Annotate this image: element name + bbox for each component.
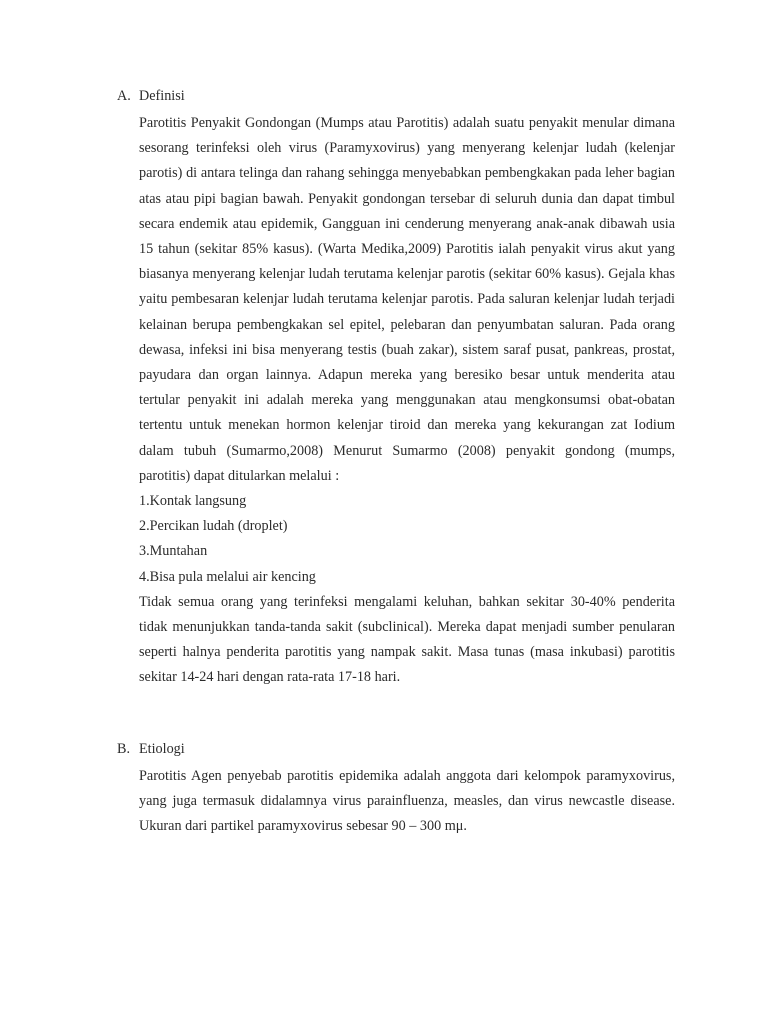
transmission-list bbox=[139, 489, 675, 590]
section-body bbox=[139, 764, 675, 840]
paragraph: Parotitis Penyakit Gondongan (Mumps atau Parotitis) adalah suatu penyakit menular dimana sesorang terinfeksi oleh virus (Paramyxovirus) yang menyerang kelenjar ludah (kelenjar parotis) di antara telinga dan rahang sehingga menyebabkan pembengkakan pada leher bagian atas atau pipi bagian bawah. Penyakit gondongan tersebar di seluruh dunia dan dapat timbul secara endemik atau epidemik, Gangguan ini cenderung menyerang anak-anak dibawah usia 15 tahun (sekitar 85% kasus). (Warta Medika,2009) Parotitis ialah penyakit virus akut yang biasanya menyerang kelenjar ludah terutama kelenjar parotis (sekitar 60% kasus). Gejala khas yaitu pembesaran kelenjar ludah terutama kelenjar parotis. Pada saluran kelenjar ludah terjadi kelainan berupa pembengkakan sel epitel, pelebaran dan penyumbatan saluran. Pada orang dewasa, infeksi ini bisa menyerang testis (buah zakar), sistem saraf pusat, pankreas, prostat, payudara dan organ lainnya. Adapun mereka yang beresiko besar untuk menderita atau tertular penyakit ini adalah mereka yang menggunakan atau mengkonsumsi obat-obatan tertentu untuk menekan hormon kelenjar tiroid dan mereka yang kekurangan zat Iodium dalam tubuh (Sumarmo,2008) Menurut Sumarmo (2008) penyakit gondong (mumps, parotitis) dapat ditularkan melalui : bbox=[139, 115, 675, 484]
paragraph: Tidak semua orang yang terinfeksi mengalami keluhan, bahkan sekitar 30-40% penderita tidak menunjukkan tanda-tanda sakit (subclinical). Mereka dapat menjadi sumber penularan seperti halnya penderita parotitis yang nampak sakit. Masa tunas (masa inkubasi) parotitis sekitar 14-24 hari dengan rata-rata 17-18 hari. bbox=[139, 593, 675, 686]
list-item: 2.Percikan ludah (droplet) bbox=[139, 518, 288, 535]
section-heading bbox=[117, 86, 675, 106]
section-title: Etiologi bbox=[139, 741, 185, 757]
list-item: 3.Muntahan bbox=[139, 543, 208, 560]
section-marker: B. bbox=[117, 741, 131, 757]
paragraph: Parotitis Agen penyebab parotitis epidemika adalah anggota dari kelompok paramyxovirus, yang juga termasuk didalamnya virus parainfluenza, measles, dan virus newcastle disease. Ukuran dari partikel paramyxovirus sebesar 90 – 300 mμ. bbox=[139, 768, 675, 835]
list-item: 1.Kontak langsung bbox=[139, 493, 247, 510]
section-title: Definisi bbox=[139, 88, 185, 104]
section-heading bbox=[117, 739, 675, 759]
section-definisi bbox=[117, 86, 675, 691]
list-item: 4.Bisa pula melalui air kencing bbox=[139, 568, 316, 585]
section-etiologi bbox=[117, 739, 675, 840]
section-marker: A. bbox=[117, 88, 131, 104]
section-body bbox=[139, 111, 675, 691]
